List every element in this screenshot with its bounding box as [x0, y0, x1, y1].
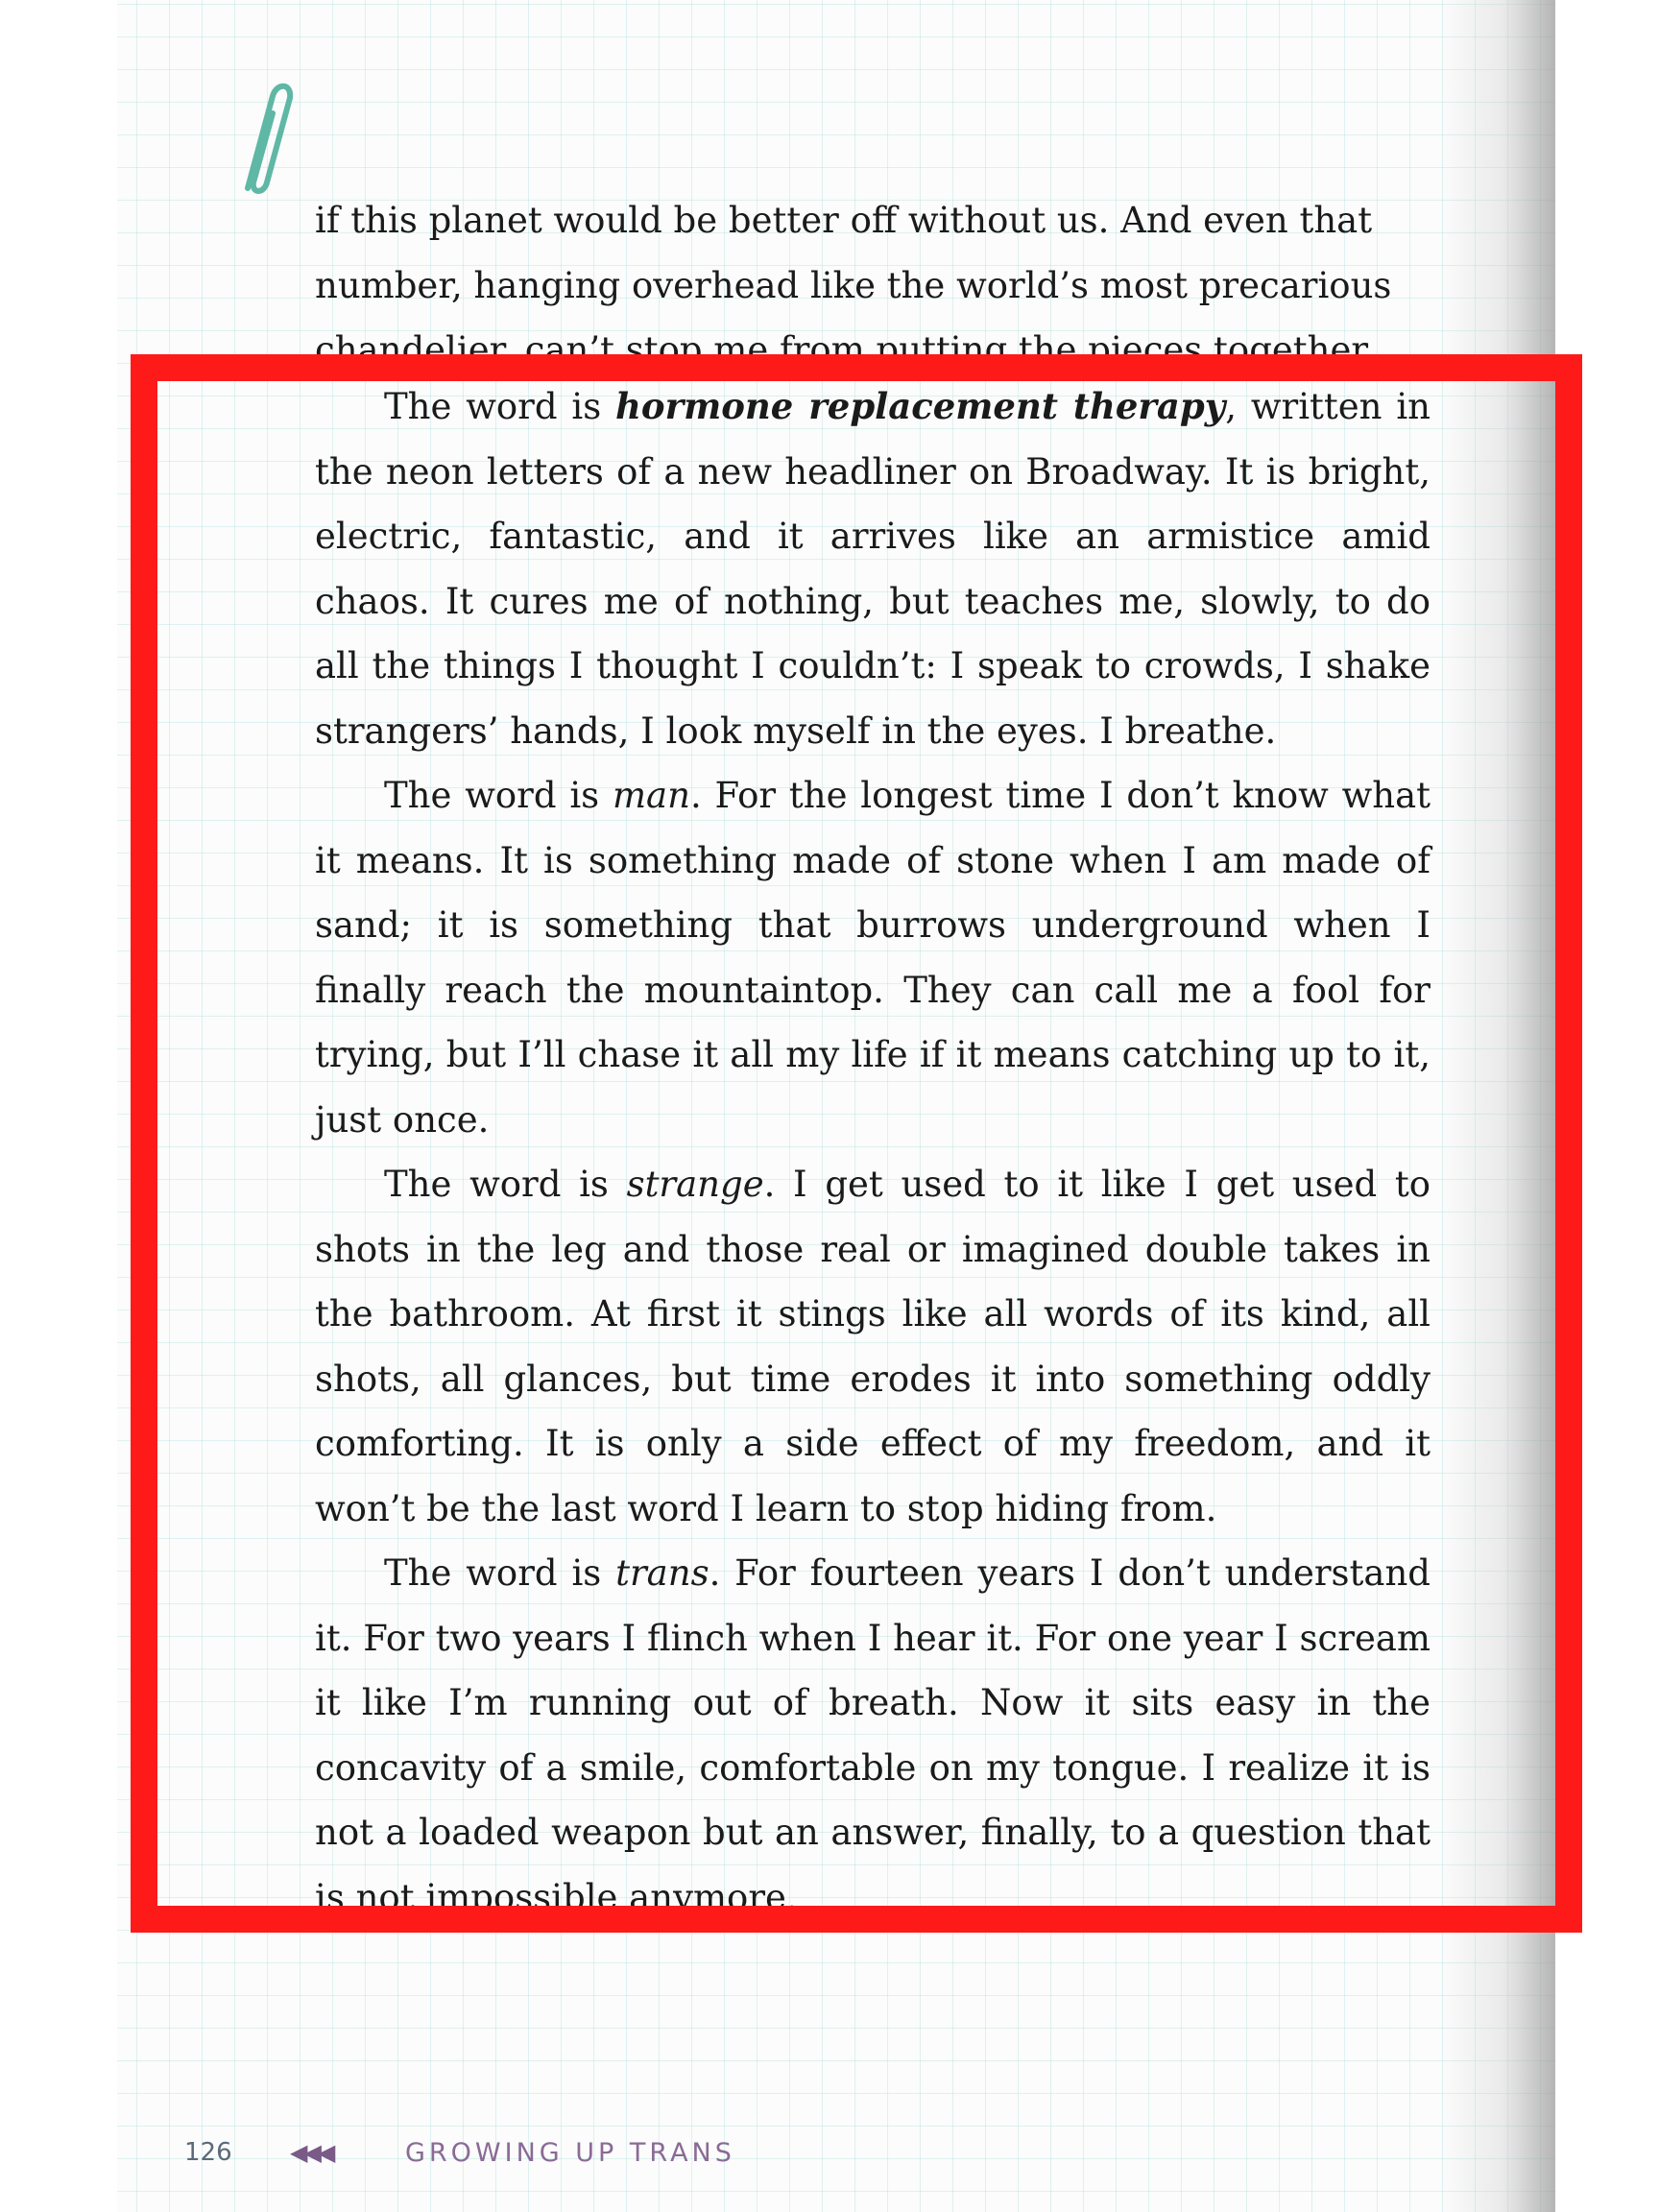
- paragraph-body: . I get used to it like I get used to shots in the leg and those real or imagined double takes in the bathroom. At first it stings like all words of its kind, all shots, all glances, but time erodes it into something oddly comforting. It is only a side effect of my freedom, and it won’t be the last word I learn to stop hiding from.: [315, 1164, 1431, 1529]
- paragraph-body: . For fourteen years I don’t understand it. For two years I flinch when I hear it. For one year I scream it like I’m running out of breath. Now it sits easy in the concavity of a smile, comfortable on my tongue. I realize it is not a loaded weapon but an answer, finally, to a question that is not impossible anymore.: [315, 1552, 1431, 1918]
- previous-paragraph: [315, 188, 1431, 371]
- paperclip-icon: [234, 75, 303, 209]
- paragraph-lead: The word is: [384, 1552, 616, 1594]
- emphasized-word: hormone replacement therapy: [615, 385, 1226, 427]
- paragraph-lead: The word is: [384, 1164, 627, 1205]
- highlight-box: [131, 354, 1582, 1933]
- page-margin: [0, 0, 117, 2212]
- paragraph-lead: The word is: [384, 386, 615, 427]
- paragraph-body: . For the longest time I don’t know what it means. It is something made of stone when I am made of sand; it is something that burrows underground when I finally reach the mountaintop. They can call me a fool for trying, but I’ll chase it all my life if it means catching up to it, just once.: [315, 775, 1431, 1141]
- section-title: GROWING UP TRANS: [405, 2137, 735, 2168]
- page-number: 126: [184, 2138, 232, 2167]
- text-line: if this planet would be better off without us. And even that: [315, 200, 1373, 241]
- emphasized-word: trans: [615, 1552, 709, 1594]
- page-footer: [184, 2133, 735, 2172]
- emphasized-word: strange: [626, 1164, 764, 1205]
- paragraph-lead: The word is: [384, 775, 613, 816]
- triple-chevron-left-icon: ◀◀◀: [290, 2139, 332, 2166]
- text-line: chandelier, can’t stop me from putting the pieces together.: [315, 329, 1376, 371]
- text-line: number, hanging overhead like the world’s most precarious: [315, 264, 1392, 306]
- paragraph-body: , written in the neon letters of a new headliner on Broadway. It is bright, electric, fantastic, and it arrives like an armistice amid chaos. It cures me of nothing, but teaches me, slowly, to do all the things I thought I couldn’t: I speak to crowds, I shake strangers’ hands, I look myself in the eyes. I breathe.: [315, 386, 1431, 752]
- emphasized-word: man: [612, 775, 690, 816]
